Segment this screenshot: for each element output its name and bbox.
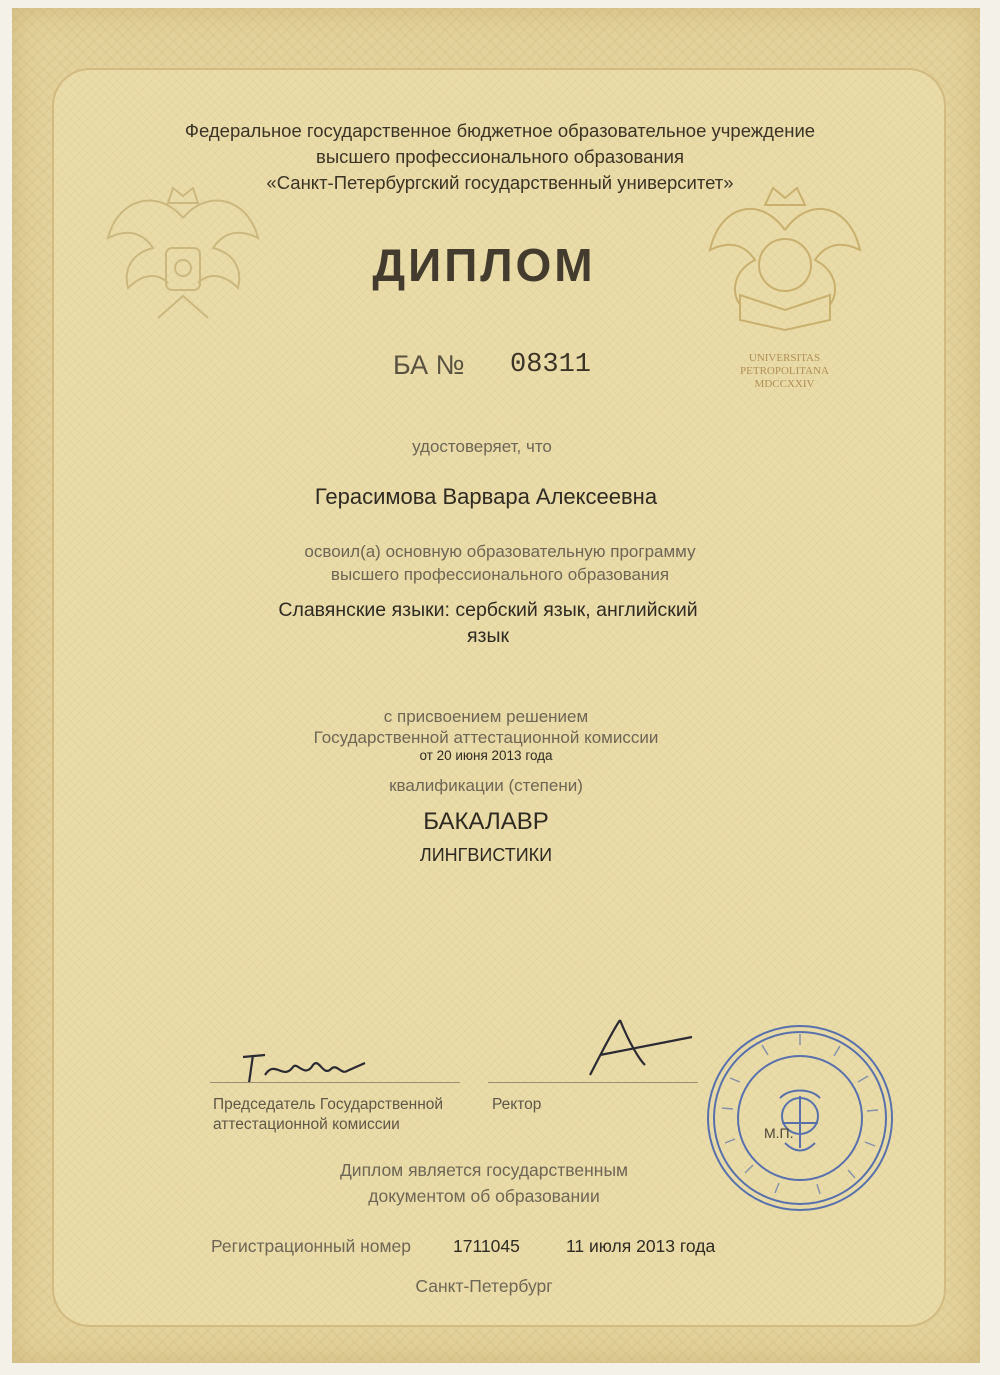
issuer-header — [0, 118, 1000, 196]
chair-signature — [235, 1045, 375, 1090]
assignment-text — [0, 706, 986, 748]
document-title: ДИПЛОМ — [372, 239, 596, 291]
motto-line-2: PETROPOLITANA — [740, 365, 829, 377]
graduate-name: Герасимова Варвара Алексеевна — [314, 484, 658, 509]
chair-label-line-2: аттестационной комиссии — [213, 1116, 400, 1133]
program-line-2: язык — [466, 625, 510, 647]
chair-signature-line — [210, 1082, 460, 1083]
mastered-text — [0, 540, 1000, 586]
commission-date: от 20 июня 2013 года — [419, 748, 553, 763]
certifies-text: удостоверяет, что — [412, 437, 552, 456]
degree-field: ЛИНГВИСТИКИ — [419, 845, 553, 865]
diploma-series: БА № — [393, 350, 465, 380]
program-name — [0, 597, 988, 649]
program-line-1: Славянские языки: сербский язык, английский — [278, 599, 698, 621]
degree-title: БАКАЛАВР — [423, 808, 549, 835]
mastered-line-2: высшего профессионального образования — [330, 565, 670, 584]
stamp-place-label: М.П. — [764, 1125, 794, 1141]
chair-label — [213, 1095, 443, 1135]
mastered-line-1: освоил(а) основную образовательную программу — [304, 542, 696, 561]
rector-label: Ректор — [492, 1096, 542, 1113]
registration-label: Регистрационный номер — [211, 1236, 411, 1256]
issuer-line-2: высшего профессионального образования — [315, 146, 684, 167]
issue-city: Санкт-Петербург — [415, 1276, 553, 1296]
rector-signature-line — [488, 1082, 698, 1083]
chair-label-line-1: Председатель Государственной — [213, 1096, 444, 1113]
document-note-line-1: Диплом является государственным — [339, 1160, 629, 1180]
issuer-line-1: Федеральное государственное бюджетное образовательное учреждение — [184, 120, 816, 141]
assignment-line-1: с присвоением решением — [383, 707, 589, 726]
diploma-number: 08311 — [510, 350, 592, 380]
rector-signature — [580, 1015, 700, 1085]
motto-line-1: UNIVERSITAS — [748, 352, 821, 364]
registration-number: 1711045 — [453, 1236, 520, 1256]
document-note — [0, 1157, 984, 1209]
motto-line-3: MDCCXXIV — [754, 378, 815, 390]
document-note-line-2: документом об образовании — [368, 1186, 600, 1206]
registration-date: 11 июля 2013 года — [566, 1236, 716, 1256]
university-motto — [722, 352, 847, 391]
qualification-label: квалификации (степени) — [389, 776, 583, 795]
assignment-line-2: Государственной аттестационной комиссии — [313, 728, 659, 747]
issuer-line-3: «Санкт-Петербургский государственный университет» — [266, 172, 734, 193]
